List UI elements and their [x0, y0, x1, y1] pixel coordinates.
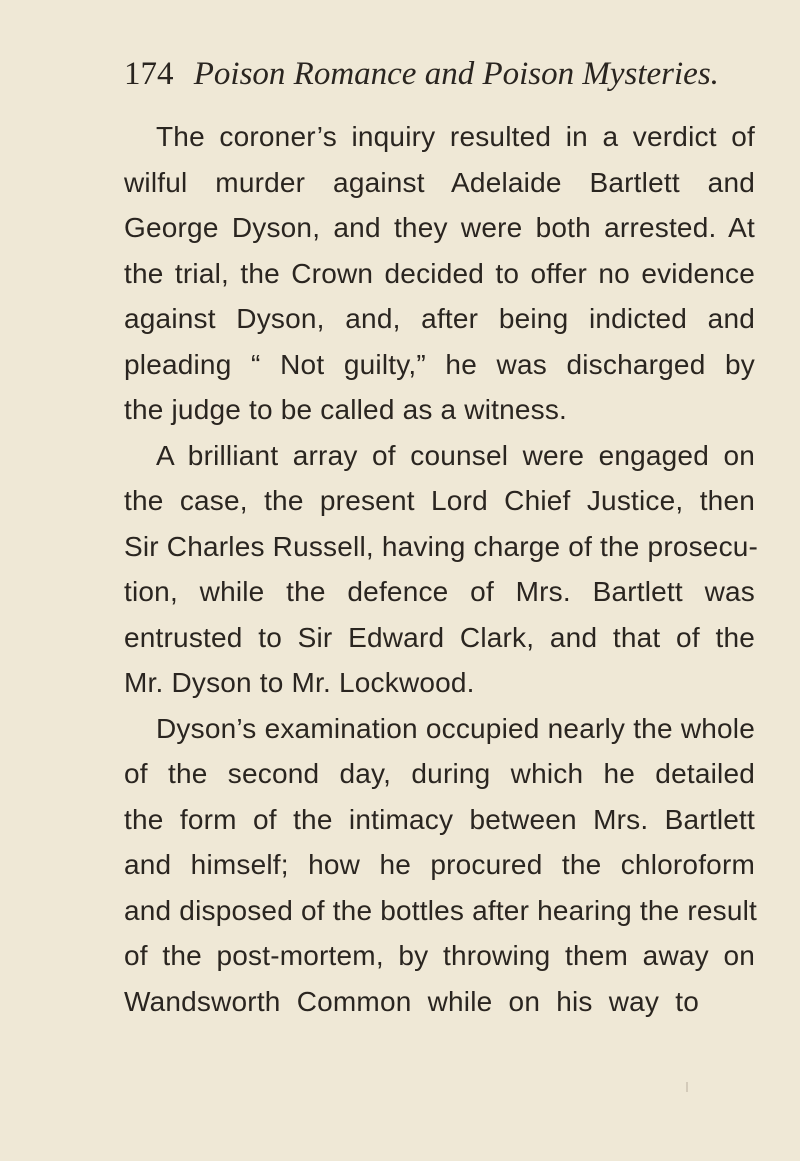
text-line: and himself; how he procured the chloroform [124, 849, 755, 880]
text-line: Sir Charles Russell, having charge of the prosecu- [124, 530, 759, 562]
body-text [124, 114, 759, 1024]
text-line: entrusted to Sir Edward Clark, and that of the [124, 621, 755, 653]
text-line: the judge to be called as a witness. [124, 394, 568, 425]
text-line: Mr. Dyson to Mr. Lockwood. [124, 667, 475, 698]
running-title: Poison Romance and Poison Mysteries. [193, 56, 719, 92]
text-line: The coroner’s inquiry resulted in a verdict of [156, 121, 755, 152]
text-line: tion, while the defence of Mrs. Bartlett was [124, 576, 755, 607]
text-line: George Dyson, and they were both arrested. At [124, 212, 755, 243]
page-number: 174 [124, 56, 174, 92]
text-line: of the post-mortem, by throwing them away on [124, 940, 755, 971]
text-line: Wandsworth Common while on his way to [124, 985, 699, 1017]
running-head [124, 52, 719, 96]
text-line: pleading “ Not guilty,” he was discharged by [124, 348, 755, 380]
text-line: and disposed of the bottles after hearing the result [124, 894, 758, 926]
text-line: A brilliant array of counsel were engaged on [156, 439, 755, 471]
text-line: against Dyson, and, after being indicted and [124, 303, 755, 334]
paper-speck [686, 1082, 688, 1092]
text-line: the form of the intimacy between Mrs. Bartlett [124, 803, 755, 835]
text-line: the case, the present Lord Chief Justice, then [124, 485, 755, 516]
text-line: the trial, the Crown decided to offer no evidence [124, 257, 755, 289]
text-line: of the second day, during which he detailed [124, 758, 755, 789]
text-line: wilful murder against Adelaide Bartlett and [124, 166, 755, 198]
text-line: Dyson’s examination occupied nearly the whole [156, 712, 755, 744]
